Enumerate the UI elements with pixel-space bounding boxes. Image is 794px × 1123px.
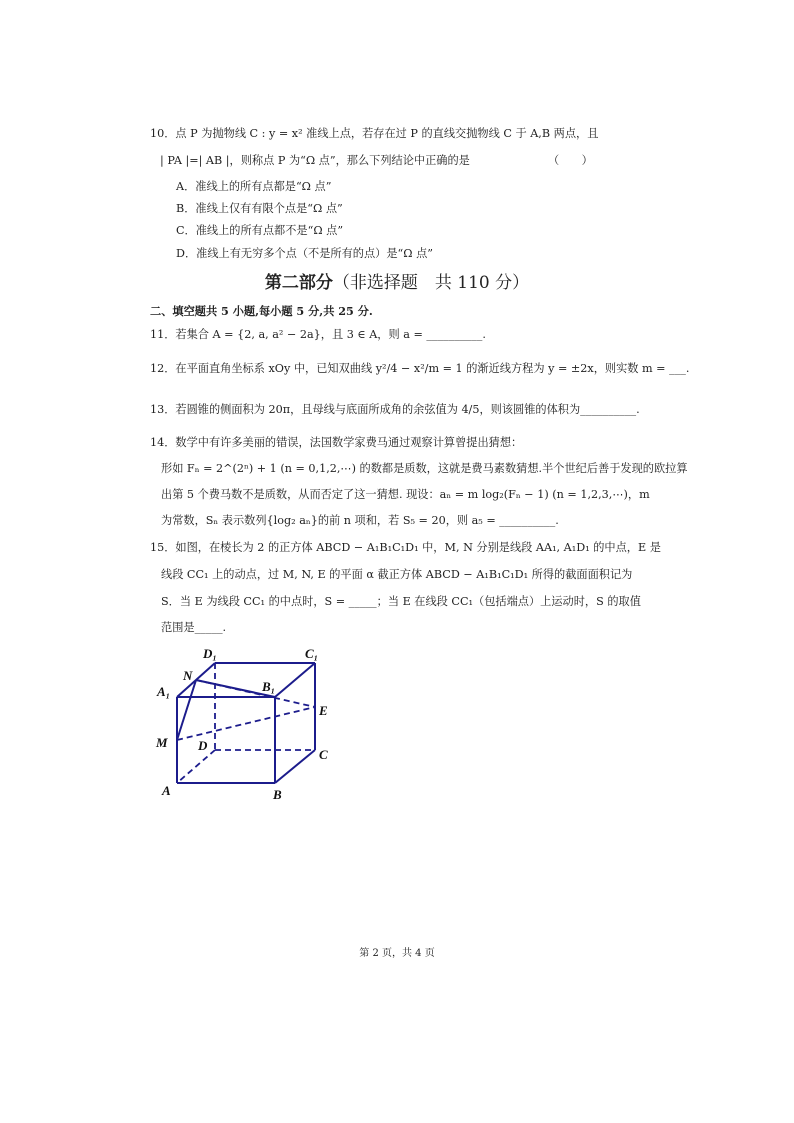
q10-option-a: A．准线上的所有点都是“Ω 点”: [176, 180, 332, 193]
q14-line4: 为常数，Sₙ 表示数列{log₂ aₙ}的前 n 项和，若 S₅ = 20，则 a₅ = __________.: [161, 514, 559, 527]
q10-line1: 10．点 P 为抛物线 C : y = x² 准线上点，若存在过 P 的直线交抛物线 C 于 A,B 两点，且: [150, 127, 599, 140]
label-E: E: [319, 703, 328, 718]
edge-CB: [275, 750, 315, 783]
part2-subtitle: （非选择题 共 110 分）: [332, 273, 530, 293]
q14-line1: 14．数学中有许多美丽的错误，法国数学家费马通过观察计算曾提出猜想：: [150, 436, 523, 449]
edge-DA: [177, 750, 215, 783]
label-A: A: [162, 783, 171, 798]
q10-option-b: B．准线上仅有有限个点是“Ω 点”: [176, 202, 343, 215]
q15-line4: 范围是_____.: [161, 621, 227, 634]
section-heading: 二、填空题共 5 小题,每小题 5 分,共 25 分.: [150, 304, 373, 318]
label-A1: A₁: [157, 684, 171, 699]
q10-option-d: D．准线上有无穷多个点（不是所有的点）是“Ω 点”: [176, 247, 433, 260]
edge-C1B1: [275, 663, 315, 697]
cube-figure: [150, 640, 350, 810]
label-B: B: [273, 787, 282, 802]
part2-title: [0, 268, 794, 293]
q13: 13．若圆锥的侧面积为 20π，且母线与底面所成角的余弦值为 4/5，则该圆锥的体积为__________.: [150, 403, 640, 416]
q15-line1: 15．如图，在棱长为 2 的正方体 ABCD − A₁B₁C₁D₁ 中，M, N 分别是线段 AA₁, A₁D₁ 的中点，E 是: [150, 541, 661, 554]
label-N: N: [183, 668, 193, 683]
q15-line2: 线段 CC₁ 上的动点，过 M, N, E 的平面 α 截正方体 ABCD − A₁B₁C₁D₁ 所得的截面面积记为: [161, 568, 633, 581]
label-D: D: [198, 738, 208, 753]
q14-line3: 出第 5 个费马数不是质数，从而否定了这一猜想. 现设：aₙ = m log₂(Fₙ − 1) (n = 1,2,3,⋯)，m: [161, 488, 650, 501]
segment-ME: [177, 707, 315, 740]
q14-line2: 形如 Fₙ = 2^(2ⁿ) + 1 (n = 0,1,2,⋯) 的数都是质数，这就是费马素数猜想.半个世纪后善于发现的欧拉算: [161, 462, 688, 475]
q12: 12．在平面直角坐标系 xOy 中，已知双曲线 y²/4 − x²/m = 1 的渐近线方程为 y = ±2x，则实数 m = ___.: [150, 362, 690, 375]
q10-option-c: C．准线上的所有点都不是“Ω 点”: [176, 224, 344, 237]
label-B1: B₁: [262, 679, 276, 694]
q11: 11．若集合 A = {2, a, a² − 2a}，且 3 ∈ A，则 a = __________.: [150, 328, 486, 341]
label-C1: C₁: [305, 646, 319, 661]
label-C: C: [319, 747, 328, 762]
page-footer: 第 2 页，共 4 页: [359, 948, 435, 959]
label-M: M: [156, 735, 168, 750]
q10-answer-bracket: （ ）: [548, 154, 593, 167]
q15-line3: S．当 E 为线段 CC₁ 的中点时，S = _____；当 E 在线段 CC₁（包括端点）上运动时，S 的取值: [161, 595, 641, 608]
q10-line2: | PA |=| AB |，则称点 P 为“Ω 点”，那么下列结论中正确的是: [160, 154, 470, 167]
label-D1: D₁: [203, 646, 217, 661]
part2-title-main: 第二部分: [264, 273, 333, 293]
